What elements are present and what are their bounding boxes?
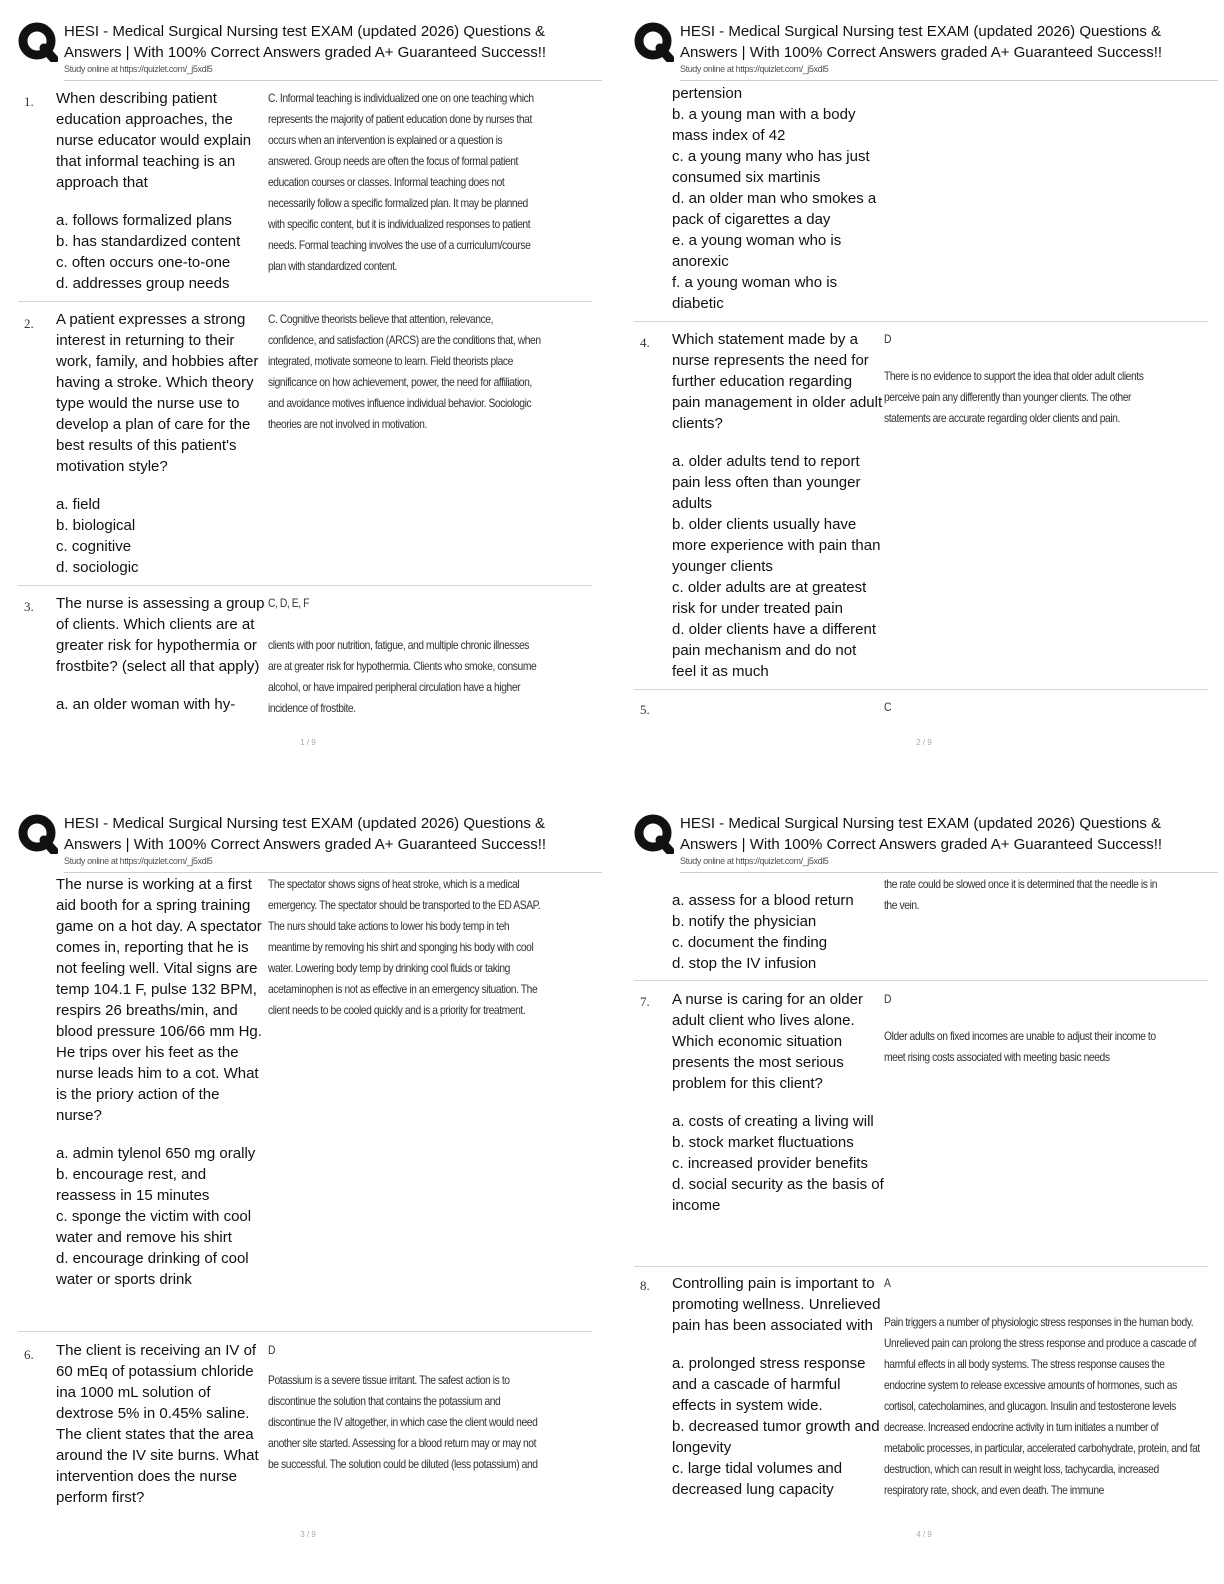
question-stem: A nurse is caring for an older adult client who lives alone. Which economic situation presents the most serious problem for this client? xyxy=(672,991,863,1092)
answer-6: Potassium is a severe tissue irritant. The safest action is to discontinue the solution that contains the potassium and discontinue the IV altogether, in which case the client would need another site started. Assessing for a blood return may or may not be successful. The solution could be diluted (less potassium) and xyxy=(268,1373,538,1471)
page-header xyxy=(14,12,602,82)
question-stem: The nurse is working at a first aid booth for a spring training game on a hot day. A spectator comes in, reporting that he is not feeling well. Vital signs are temp 104.1 F, pulse 132 BPM, respirs 26 breaths/min, and blood pressure 106/66 mm Hg. He trips over his feet as the nurse leads him to a cot. What is the priory action of the nurse? xyxy=(56,876,262,1124)
option: a. follows formalized plans xyxy=(56,212,232,229)
option: b. notify the physician xyxy=(672,913,817,930)
answer-5: The spectator shows signs of heat stroke, which is a medical emergency. The spectator should be transported to the ED ASAP. The nurs should take actions to lower his body temp in teh meantime by removing his shirt and sponging his body with cool water. Lowering body temp by drinking cool fluids or taking acetaminophen is not as effective in an emergency situation. The client needs to be cooled quickly and is a priority for treatment. xyxy=(268,877,541,1017)
question-stem: Which statement made by a nurse represents the need for further education regarding pain management in older adult clients? xyxy=(672,331,883,432)
option: c. often occurs one-to-one xyxy=(56,254,231,271)
question-number: 6. xyxy=(24,1347,34,1362)
option: b. older clients usually have more experience with pain than younger clients xyxy=(672,516,881,575)
answer-4: There is no evidence to support the idea that older adult clients perceive pain any differently than younger clients. The other statements are accurate regarding older clients and pain. xyxy=(884,369,1144,425)
document-title: HESI - Medical Surgical Nursing test EXAM (updated 2026) Questions & Answers | With 100% Correct Answers graded A+ Guaranteed Success!! xyxy=(64,23,547,61)
question-divider xyxy=(18,301,592,302)
answer-7: Older adults on fixed incomes are unable to adjust their income to meet rising costs associated with meeting basic needs xyxy=(884,1029,1156,1064)
quizlet-logo-icon xyxy=(18,22,58,62)
question-6-continued xyxy=(672,890,884,974)
question-5 xyxy=(56,874,268,1290)
option: d. sociologic xyxy=(56,559,139,576)
header-divider xyxy=(64,80,602,81)
question-number: 1. xyxy=(24,94,34,109)
option: b. stock market fluctuations xyxy=(672,1134,854,1151)
answer-1: C. Informal teaching is individualized one on one teaching which represents the majority of patient education done by nurses that occurs when an intervention is explained or a question is answered. Group needs are often the focus of formal patient education courses or classes. Informal teaching does not necessarily follow a specific formalized plan. It may be planned with specific content, but it is individualized responses to patient needs. Formal teaching involves the use of a curriculum/course plan with standardized content. xyxy=(268,91,534,273)
answer-8: Pain triggers a number of physiologic stress responses in the human body. Unrelieved pain can prolong the stress response and produce a cascade of harmful effects in all body systems. The stress response causes the endocrine system to release excessive amounts of hormones, such as cortisol, catecholamines, and glucagon. Insulin and testosterone levels decrease. Increased endocrine activity in turn initiates a number of metabolic processes, in particular, accelerated carbohydrate, protein, and fat destruction, which can result in weight loss, tachycardia, increased respiratory rate, shock, and even death. The immune xyxy=(884,1315,1200,1497)
question-number: 2. xyxy=(24,316,34,331)
answer-2: C. Cognitive theorists believe that attention, relevance, confidence, and satisfaction (ARCS) are the conditions that, when integrated, motivate someone to learn. Field theorists place significance on how achievement, power, the need for affiliation, and avoidance motives influence individual behavior. Sociologic theories are not involved in motivation. xyxy=(268,312,541,431)
question-stem: When describing patient education approaches, the nurse educator would explain that informal teaching is an approach that xyxy=(56,90,252,191)
page-4 xyxy=(630,804,1218,1574)
question-number: 4. xyxy=(640,335,650,350)
quizlet-logo-icon xyxy=(634,814,674,854)
answer-key: D xyxy=(884,332,892,346)
page-header xyxy=(14,804,602,874)
question-divider xyxy=(634,689,1208,690)
answer-key: D xyxy=(884,992,892,1006)
option: a. prolonged stress response and a cascade of harmful effects in system wide. xyxy=(672,1355,866,1414)
option: d. older clients have a different pain mechanism and do not feel it as much xyxy=(672,621,877,680)
page-number: 4 / 9 xyxy=(916,1530,932,1539)
page-number: 1 / 9 xyxy=(300,738,316,747)
question-number: 7. xyxy=(640,994,650,1009)
option: a. assess for a blood return xyxy=(672,892,854,909)
option: b. has standardized content xyxy=(56,233,241,250)
question-8 xyxy=(672,1273,884,1500)
question-7 xyxy=(672,989,884,1216)
question-stem: Controlling pain is important to promoting wellness. Unrelieved pain has been associated with xyxy=(672,1275,881,1334)
option: d. encourage drinking of cool water or sports drink xyxy=(56,1250,249,1288)
quizlet-logo-icon xyxy=(18,814,58,854)
page-header xyxy=(630,804,1218,874)
answer-key: D xyxy=(268,1343,276,1357)
option: b. a young man with a body mass index of 42 xyxy=(672,106,856,144)
option: b. encourage rest, and reassess in 15 minutes xyxy=(56,1166,210,1204)
option: c. increased provider benefits xyxy=(672,1155,868,1172)
page-number: 3 / 9 xyxy=(300,1530,316,1539)
page-1 xyxy=(14,12,602,782)
option: c. large tidal volumes and decreased lung capacity xyxy=(672,1460,843,1498)
question-stem: The client is receiving an IV of 60 mEq of potassium chloride ina 1000 mL solution of dextrose 5% in 0.45% saline. The client states that the area around the IV site burns. What intervention does the nurse perform first? xyxy=(56,1342,259,1506)
option: a. field xyxy=(56,496,101,513)
option: d. an older man who smokes a pack of cigarettes a day xyxy=(672,190,877,228)
option: a. older adults tend to report pain less often than younger adults xyxy=(672,453,861,512)
option: b. decreased tumor growth and longevity xyxy=(672,1418,880,1456)
question-3-continued xyxy=(672,83,884,314)
page-header xyxy=(630,12,1218,82)
header-divider xyxy=(680,872,1218,873)
answer-6-continued: the rate could be slowed once it is determined that the needle is in the vein. xyxy=(884,877,1158,912)
option: c. document the finding xyxy=(672,934,828,951)
question-stem: A patient expresses a strong interest in returning to their work, family, and hobbies after having a stroke. Which theory type would the nurse use to develop a plan of care for the best results of this patient's motivation style? xyxy=(56,311,259,475)
study-link[interactable]: Study online at https://quizlet.com/_j5xdl5 xyxy=(680,64,829,74)
option: c. a young many who has just consumed six martinis xyxy=(672,148,870,186)
question-number: 5. xyxy=(640,702,650,717)
option: pertension xyxy=(672,85,743,102)
option: a. admin tylenol 650 mg orally xyxy=(56,1145,256,1162)
page-number: 2 / 9 xyxy=(916,738,932,747)
question-divider xyxy=(18,1331,592,1332)
document-title: HESI - Medical Surgical Nursing test EXAM (updated 2026) Questions & Answers | With 100% Correct Answers graded A+ Guaranteed Success!! xyxy=(64,815,547,853)
question-divider xyxy=(634,321,1208,322)
question-divider xyxy=(18,585,592,586)
study-link[interactable]: Study online at https://quizlet.com/_j5xdl5 xyxy=(64,856,213,866)
page-3 xyxy=(14,804,602,1574)
option: c. older adults are at greatest risk for under treated pain xyxy=(672,579,867,617)
option: c. cognitive xyxy=(56,538,132,555)
option: a. costs of creating a living will xyxy=(672,1113,874,1130)
question-divider xyxy=(634,1266,1208,1267)
question-2 xyxy=(56,309,268,578)
study-link[interactable]: Study online at https://quizlet.com/_j5xdl5 xyxy=(64,64,213,74)
question-divider xyxy=(634,980,1208,981)
answer-key: C xyxy=(884,700,892,714)
document-title: HESI - Medical Surgical Nursing test EXAM (updated 2026) Questions & Answers | With 100% Correct Answers graded A+ Guaranteed Success!! xyxy=(680,23,1163,61)
option: e. a young woman who is anorexic xyxy=(672,232,842,270)
option: d. addresses group needs xyxy=(56,275,230,292)
answer-key: C, D, E, F xyxy=(268,596,309,610)
question-6 xyxy=(56,1340,268,1508)
answer-key: A xyxy=(884,1276,891,1290)
option: c. sponge the victim with cool water and remove his shirt xyxy=(56,1208,252,1246)
question-3 xyxy=(56,593,268,715)
document-title: HESI - Medical Surgical Nursing test EXAM (updated 2026) Questions & Answers | With 100% Correct Answers graded A+ Guaranteed Success!! xyxy=(680,815,1163,853)
header-divider xyxy=(680,80,1218,81)
header-divider xyxy=(64,872,602,873)
quizlet-logo-icon xyxy=(634,22,674,62)
question-4 xyxy=(672,329,884,682)
option: d. stop the IV infusion xyxy=(672,955,817,972)
option: a. an older woman with hy- xyxy=(56,696,236,713)
option: b. biological xyxy=(56,517,136,534)
question-number: 3. xyxy=(24,599,34,614)
study-link[interactable]: Study online at https://quizlet.com/_j5xdl5 xyxy=(680,856,829,866)
question-stem: The nurse is assessing a group of clients. Which clients are at greater risk for hypothermia or frostbite? (select all that apply) xyxy=(56,595,265,675)
answer-3: clients with poor nutrition, fatigue, and multiple chronic illnesses are at greater risk for hypothermia. Clients who smoke, consume alcohol, or have impaired peripheral circulation have a higher incidence of frostbite. xyxy=(268,638,537,715)
question-1 xyxy=(56,88,268,294)
option: f. a young woman who is diabetic xyxy=(672,274,838,312)
page-2 xyxy=(630,12,1218,782)
option: d. social security as the basis of income xyxy=(672,1176,884,1214)
question-number: 8. xyxy=(640,1278,650,1293)
